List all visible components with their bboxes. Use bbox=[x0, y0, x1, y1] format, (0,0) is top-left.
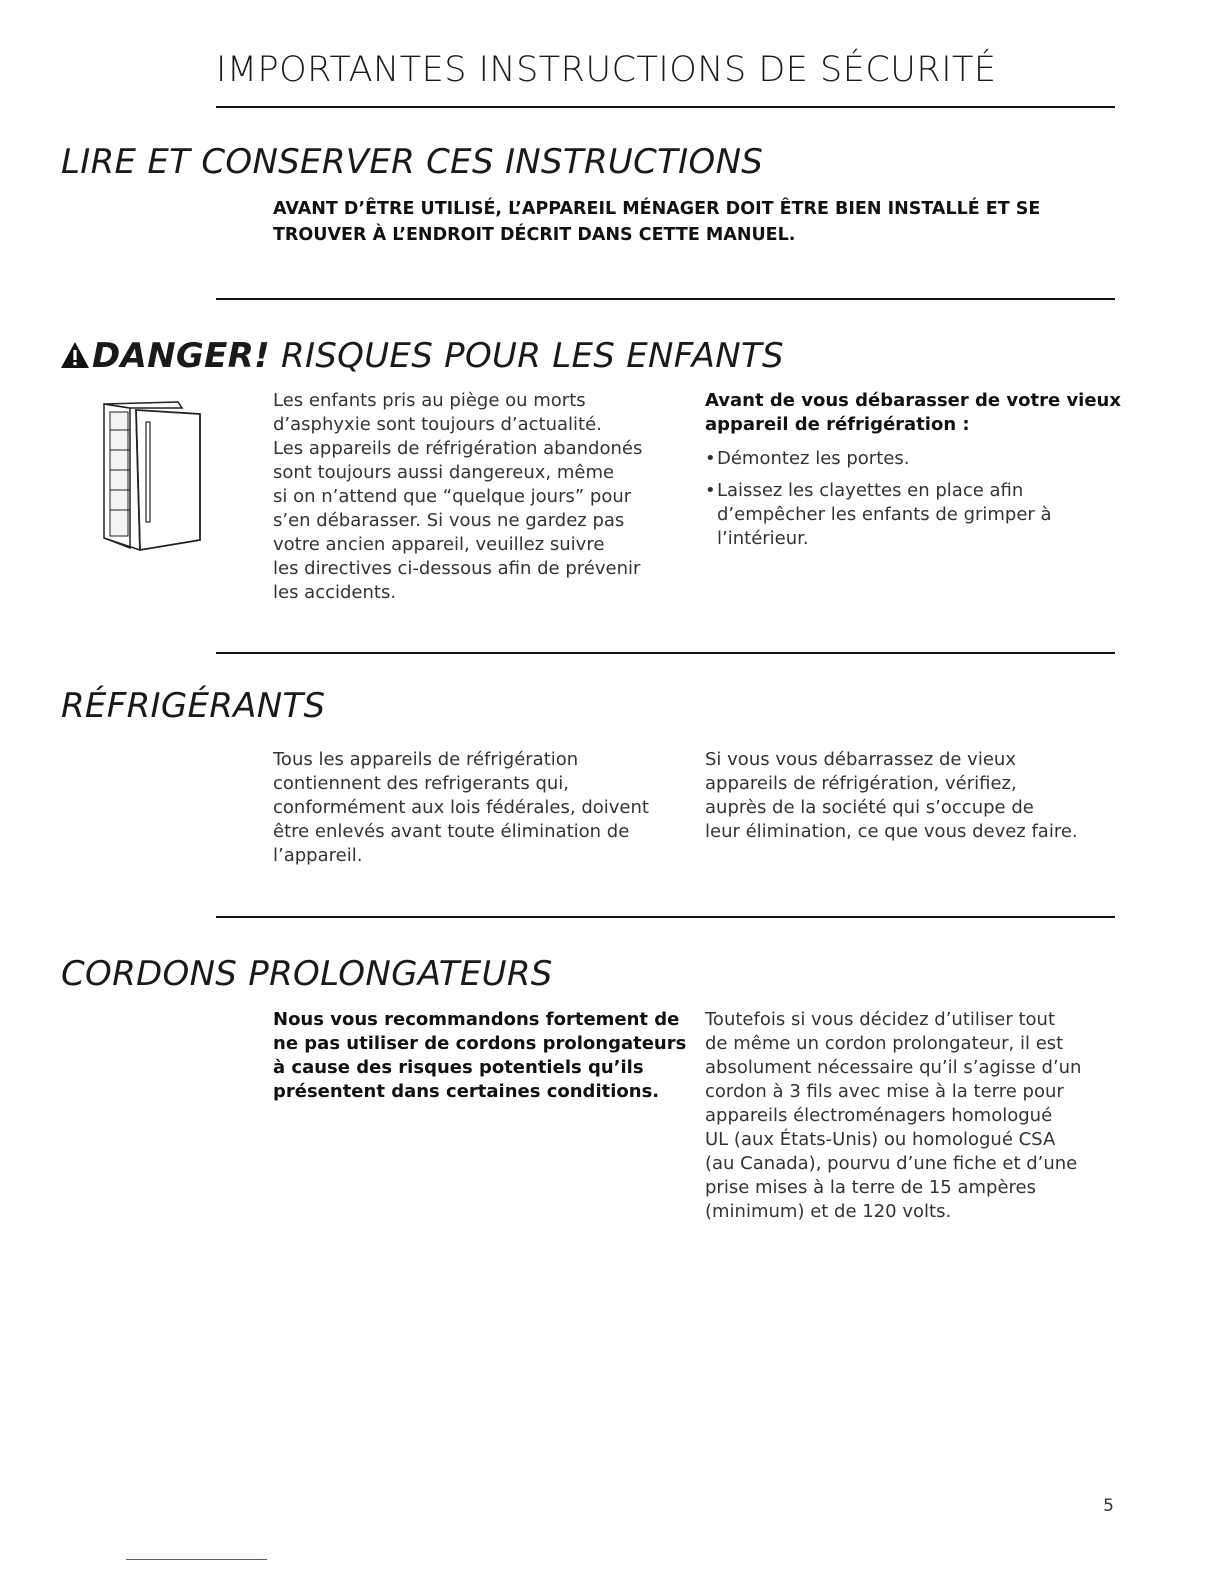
divider bbox=[216, 652, 1115, 654]
text-line: contiennent des refrigerants qui, bbox=[273, 773, 569, 794]
text-line: l’intérieur. bbox=[717, 528, 809, 549]
text-line: si on n’attend que “quelque jours” pour bbox=[273, 486, 632, 507]
text-line: Avant de vous débarasser de votre vieux bbox=[705, 390, 1121, 411]
section-title-read: LIRE ET CONSERVER CES INSTRUCTIONS bbox=[61, 142, 764, 182]
refrigerants-right-text bbox=[705, 748, 1115, 844]
text-line: les accidents. bbox=[273, 582, 397, 603]
text-line: (minimum) et de 120 volts. bbox=[705, 1201, 952, 1222]
text-line: appareil de réfrigération : bbox=[705, 414, 970, 435]
text-line: appareils de réfrigération, vérifiez, bbox=[705, 773, 1017, 794]
text-line: être enlevés avant toute élimination de bbox=[273, 821, 630, 842]
text-line: à cause des risques potentiels qu’ils bbox=[273, 1057, 644, 1078]
section-title-refrigerants: RÉFRIGÉRANTS bbox=[61, 686, 326, 726]
divider bbox=[216, 298, 1115, 300]
divider bbox=[216, 106, 1115, 108]
text-line: l’appareil. bbox=[273, 845, 363, 866]
text-line: Nous vous recommandons fortement de bbox=[273, 1009, 680, 1030]
footer-line bbox=[126, 1559, 267, 1560]
page-number: 5 bbox=[1103, 1496, 1114, 1516]
text-line: ne pas utiliser de cordons prolongateurs bbox=[273, 1033, 687, 1054]
text-line: • Laissez les clayettes en place afin bbox=[717, 480, 1024, 501]
text-line: de même un cordon prolongateur, il est bbox=[705, 1033, 1064, 1054]
text-line: d’asphyxie sont toujours d’actualité. bbox=[273, 414, 602, 435]
divider bbox=[216, 916, 1115, 918]
bullet-item bbox=[705, 447, 1115, 471]
children-heading: RISQUES POUR LES ENFANTS bbox=[269, 336, 784, 376]
text-line: Tous les appareils de réfrigération bbox=[273, 749, 579, 770]
page-title: IMPORTANTES INSTRUCTIONS DE SÉCURITÉ bbox=[216, 50, 997, 90]
text-line: Les enfants pris au piège ou morts bbox=[273, 390, 586, 411]
text-line: appareils électroménagers homologué bbox=[705, 1105, 1053, 1126]
text-line: auprès de la société qui s’occupe de bbox=[705, 797, 1034, 818]
text-line: prise mises à la terre de 15 ampères bbox=[705, 1177, 1036, 1198]
text-line: conformément aux lois fédérales, doivent bbox=[273, 797, 649, 818]
children-right-text bbox=[705, 389, 1121, 551]
cords-left-text bbox=[273, 1008, 693, 1104]
text-line: UL (aux États-Unis) ou homologué CSA bbox=[705, 1129, 1056, 1150]
refrigerants-left-text bbox=[273, 748, 673, 868]
text-line: absolument nécessaire qu’il s’agisse d’un bbox=[705, 1057, 1082, 1078]
lead-line: TROUVER À L’ENDROIT DÉCRIT DANS CETTE MANUEL. bbox=[273, 225, 796, 245]
cords-right-text bbox=[705, 1008, 1115, 1224]
text-line: Les appareils de réfrigération abandonés bbox=[273, 438, 643, 459]
disposal-heading bbox=[705, 389, 1121, 437]
danger-label: DANGER! bbox=[92, 336, 270, 376]
bullet-item bbox=[705, 479, 1115, 551]
lead-warning bbox=[273, 196, 1113, 248]
children-left-text bbox=[273, 389, 673, 605]
text-line: votre ancien appareil, veuillez suivre bbox=[273, 534, 605, 555]
text-line: s’en débarasser. Si vous ne gardez pas bbox=[273, 510, 625, 531]
refrigerator-illustration-icon bbox=[100, 400, 206, 556]
section-title-cords: CORDONS PROLONGATEURS bbox=[61, 954, 553, 994]
text-line: Si vous vous débarrassez de vieux bbox=[705, 749, 1016, 770]
text-line: présentent dans certaines conditions. bbox=[273, 1081, 660, 1102]
text-line: d’empêcher les enfants de grimper à bbox=[717, 504, 1052, 525]
text-line: sont toujours aussi dangereux, même bbox=[273, 462, 615, 483]
warning-triangle-icon bbox=[60, 338, 90, 378]
text-line: leur élimination, ce que vous devez faire. bbox=[705, 821, 1078, 842]
text-line: (au Canada), pourvu d’une fiche et d’une bbox=[705, 1153, 1078, 1174]
section-title-children bbox=[60, 336, 784, 378]
text-line: cordon à 3 fils avec mise à la terre pour bbox=[705, 1081, 1064, 1102]
text-line: les directives ci-dessous afin de prévenir bbox=[273, 558, 641, 579]
text-line: • Démontez les portes. bbox=[717, 448, 910, 469]
lead-line: AVANT D’ÊTRE UTILISÉ, L’APPAREIL MÉNAGER DOIT ÊTRE BIEN INSTALLÉ ET SE bbox=[273, 199, 1041, 219]
text-line: Toutefois si vous décidez d’utiliser tout bbox=[705, 1009, 1056, 1030]
